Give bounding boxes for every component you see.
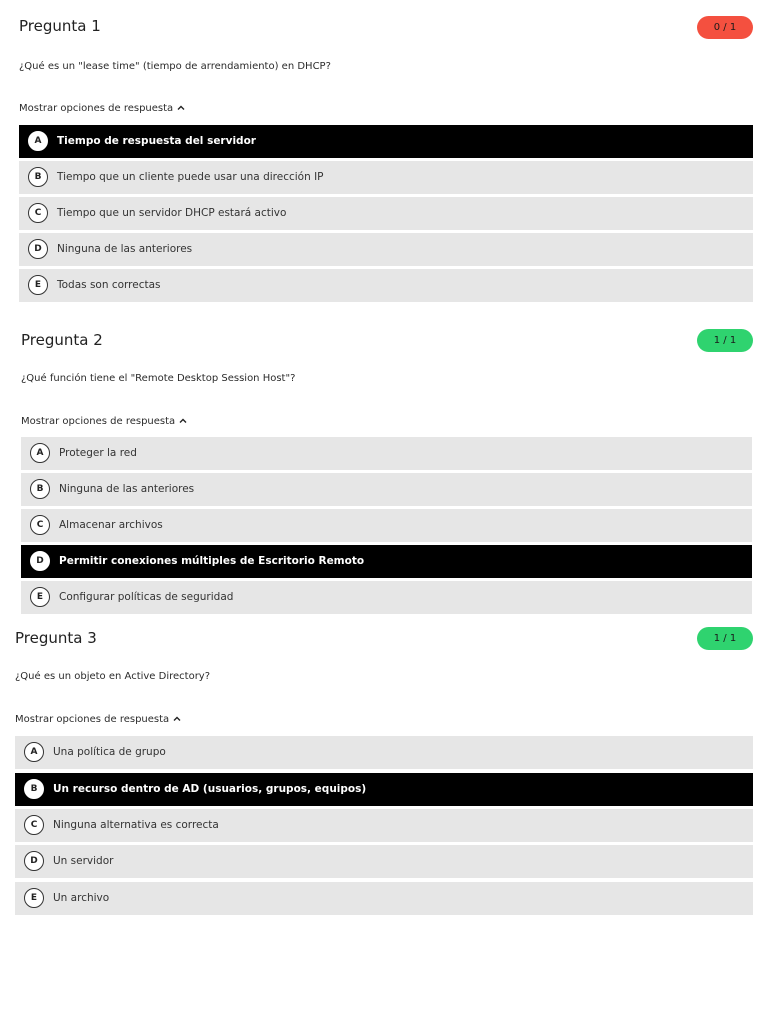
option-d[interactable] xyxy=(19,233,753,266)
option-text: Ninguna de las anteriores xyxy=(57,243,193,255)
chevron-up-icon xyxy=(179,417,187,425)
option-letter: B xyxy=(28,167,48,187)
question-title: Pregunta 1 xyxy=(19,17,101,35)
question-2 xyxy=(0,320,768,620)
option-e[interactable] xyxy=(21,581,752,614)
option-letter: C xyxy=(30,515,50,535)
show-options-toggle[interactable] xyxy=(15,714,181,725)
option-text: Todas son correctas xyxy=(57,279,161,291)
option-text: Un recurso dentro de AD (usuarios, grupos, equipos) xyxy=(53,783,367,795)
option-text: Ninguna de las anteriores xyxy=(59,483,195,495)
option-letter: E xyxy=(30,587,50,607)
option-text: Un servidor xyxy=(53,855,114,867)
option-text: Ninguna alternativa es correcta xyxy=(53,819,219,831)
answer-options xyxy=(15,736,753,918)
option-d[interactable] xyxy=(15,845,753,878)
score-badge: 1 / 1 xyxy=(697,329,753,352)
score-badge: 0 / 1 xyxy=(697,16,753,39)
option-e[interactable] xyxy=(19,269,753,302)
toggle-label: Mostrar opciones de respuesta xyxy=(19,103,174,114)
option-text: Almacenar archivos xyxy=(59,519,163,531)
option-letter: E xyxy=(24,888,44,908)
option-letter: A xyxy=(30,443,50,463)
option-text: Una política de grupo xyxy=(53,746,166,758)
option-text: Un archivo xyxy=(53,892,110,904)
option-letter: C xyxy=(28,203,48,223)
option-a[interactable] xyxy=(19,125,753,158)
toggle-label: Mostrar opciones de respuesta xyxy=(21,416,176,427)
option-b[interactable] xyxy=(21,473,752,506)
option-text: Tiempo que un cliente puede usar una dirección IP xyxy=(57,171,324,183)
option-letter: C xyxy=(24,815,44,835)
option-letter: D xyxy=(30,551,50,571)
score-badge: 1 / 1 xyxy=(697,627,753,650)
option-letter: B xyxy=(30,479,50,499)
show-options-toggle[interactable] xyxy=(19,103,185,114)
question-text: ¿Qué es un objeto en Active Directory? xyxy=(15,671,211,682)
question-title: Pregunta 2 xyxy=(21,331,103,349)
option-letter: D xyxy=(24,851,44,871)
option-a[interactable] xyxy=(21,437,752,470)
question-text: ¿Qué función tiene el "Remote Desktop Session Host"? xyxy=(21,373,296,384)
option-letter: A xyxy=(24,742,44,762)
question-title: Pregunta 3 xyxy=(15,629,97,647)
option-letter: A xyxy=(28,131,48,151)
toggle-label: Mostrar opciones de respuesta xyxy=(15,714,170,725)
question-1 xyxy=(0,0,768,310)
chevron-up-icon xyxy=(177,104,185,112)
answer-options xyxy=(19,125,753,305)
option-text: Tiempo que un servidor DHCP estará activo xyxy=(57,207,287,219)
chevron-up-icon xyxy=(173,715,181,723)
option-c[interactable] xyxy=(21,509,752,542)
option-text: Configurar políticas de seguridad xyxy=(59,591,234,603)
option-d[interactable] xyxy=(21,545,752,578)
option-a[interactable] xyxy=(15,736,753,769)
question-text: ¿Qué es un "lease time" (tiempo de arrendamiento) en DHCP? xyxy=(19,61,331,72)
option-b[interactable] xyxy=(15,773,753,806)
option-letter: D xyxy=(28,239,48,259)
option-letter: B xyxy=(24,779,44,799)
option-e[interactable] xyxy=(15,882,753,915)
option-text: Proteger la red xyxy=(59,447,137,459)
option-b[interactable] xyxy=(19,161,753,194)
option-c[interactable] xyxy=(19,197,753,230)
answer-options xyxy=(21,437,752,617)
show-options-toggle[interactable] xyxy=(21,416,187,427)
option-text: Permitir conexiones múltiples de Escritorio Remoto xyxy=(59,555,365,567)
option-letter: E xyxy=(28,275,48,295)
option-c[interactable] xyxy=(15,809,753,842)
question-3 xyxy=(0,620,768,920)
option-text: Tiempo de respuesta del servidor xyxy=(57,135,256,147)
